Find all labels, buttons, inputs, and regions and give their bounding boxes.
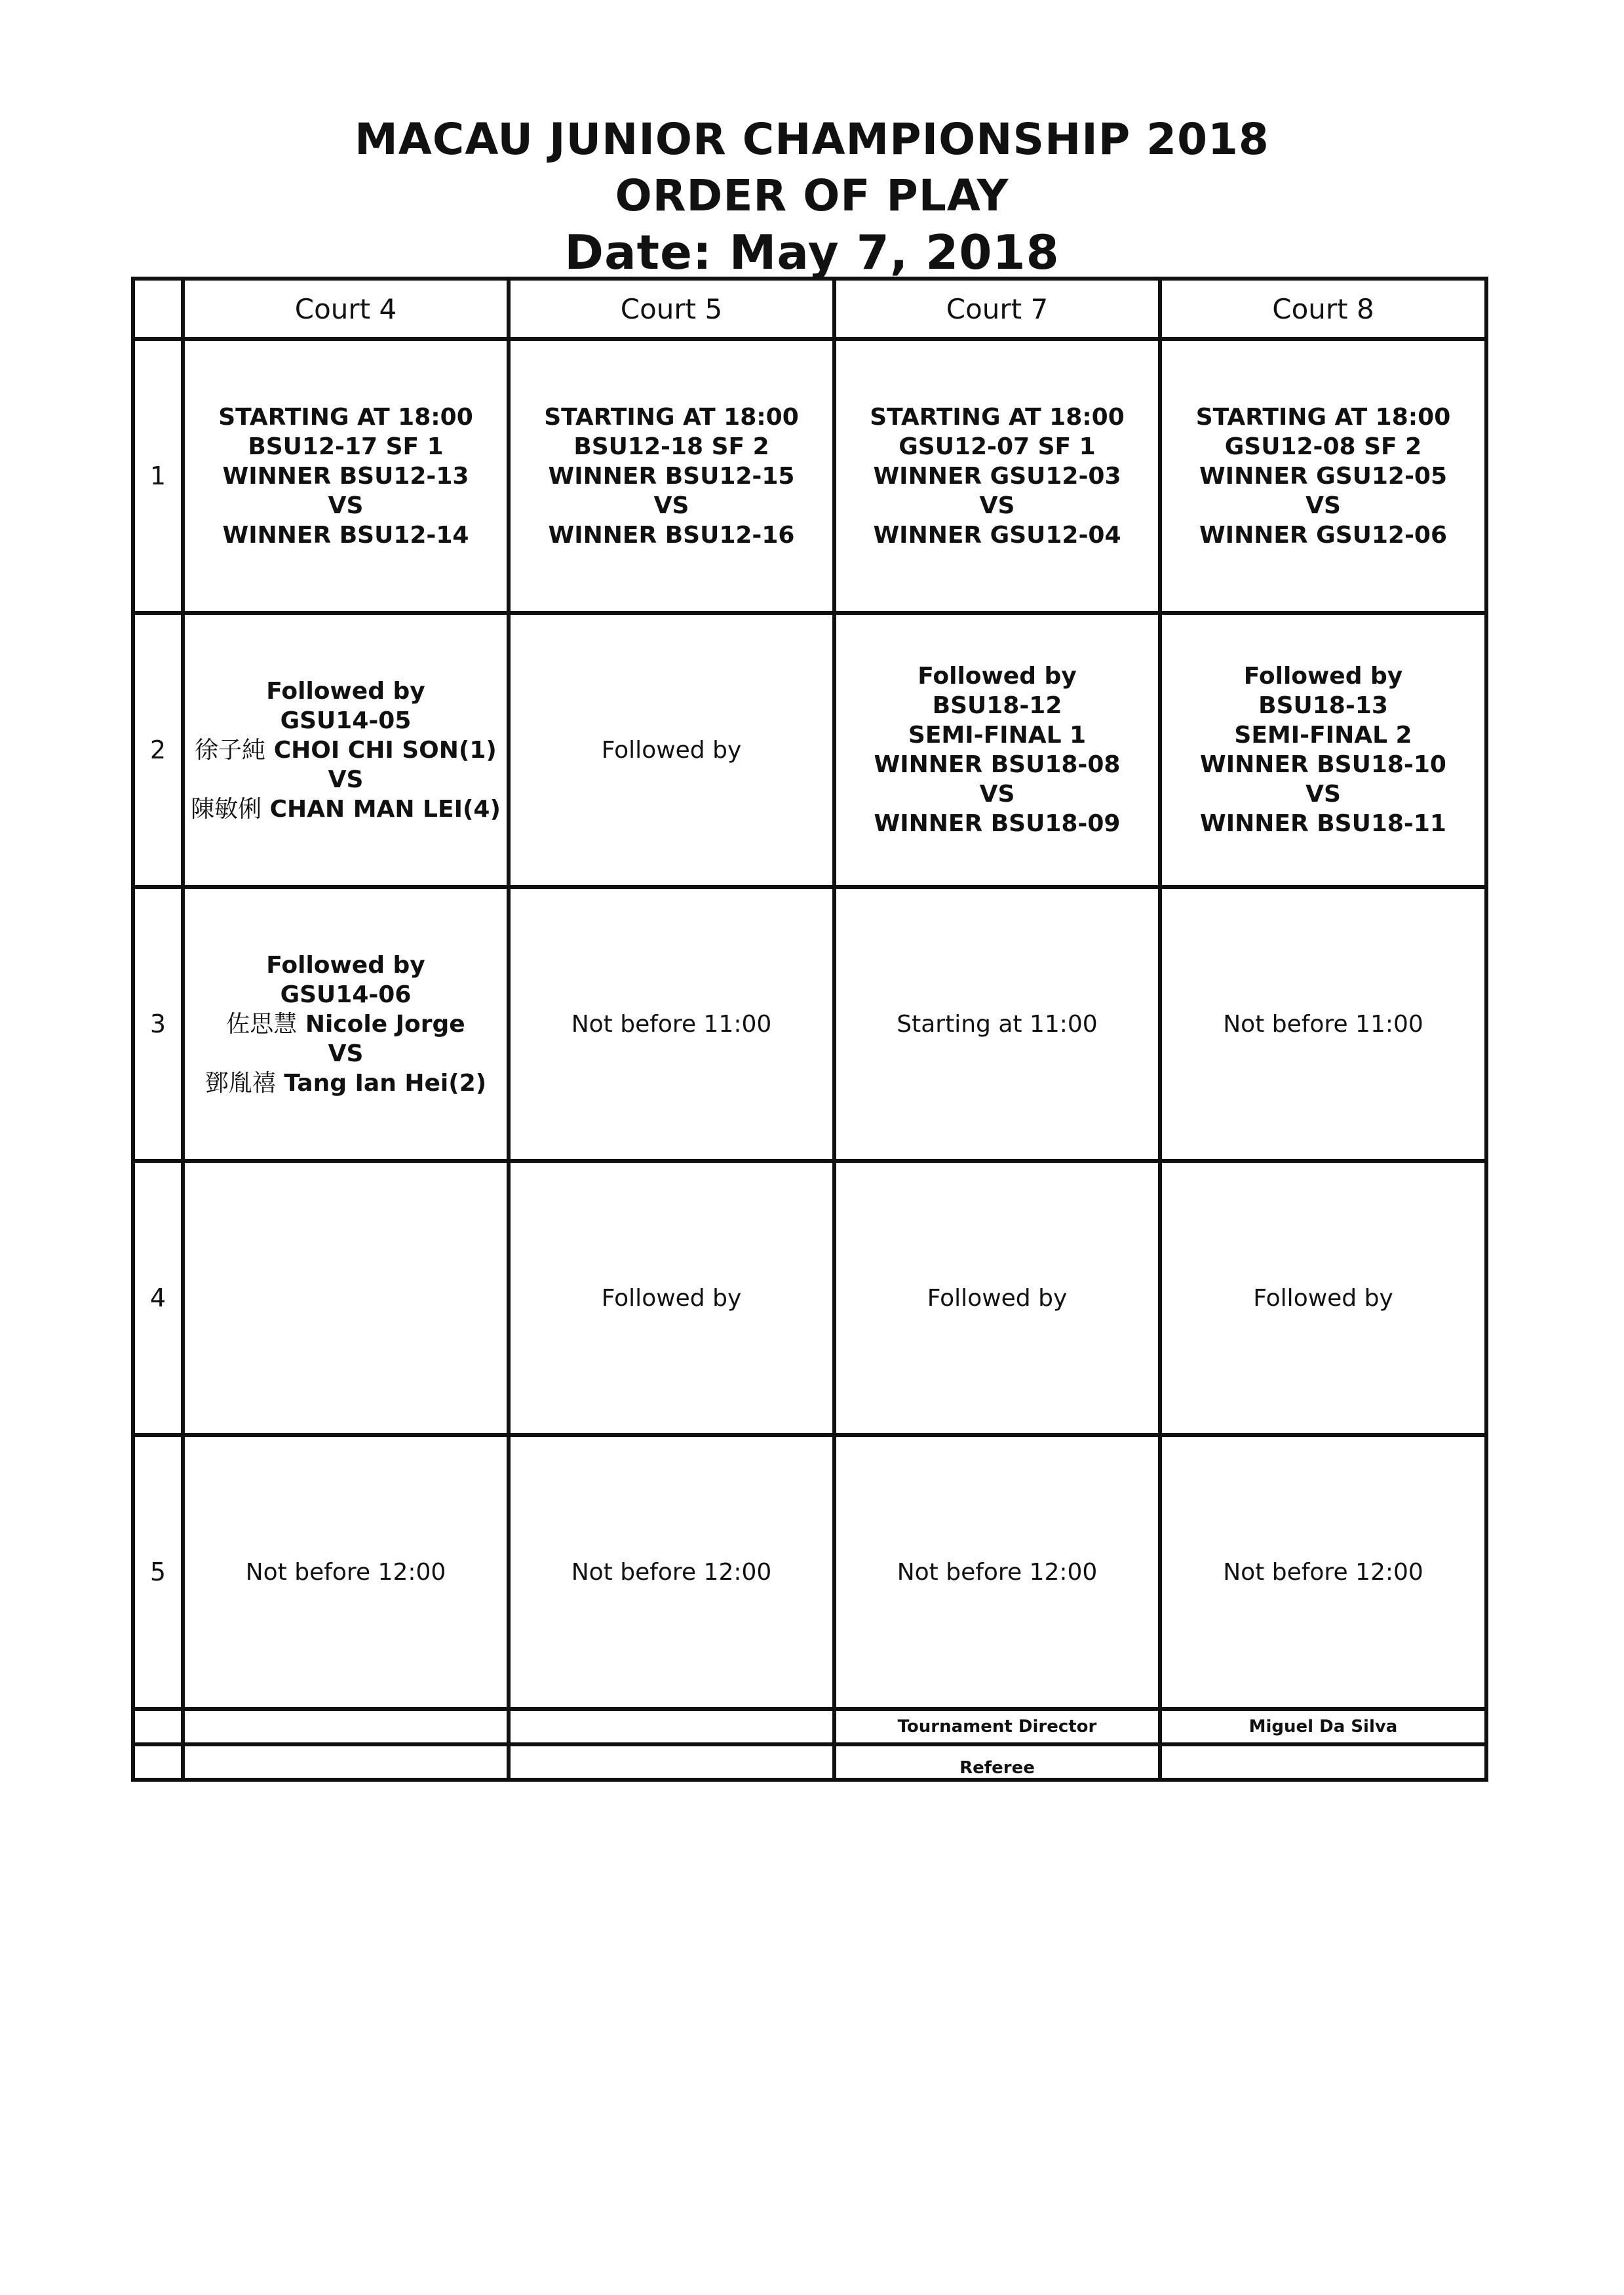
match-slot [509,339,834,613]
slot-text: VS [1305,492,1341,519]
slot-text: WINNER BSU18-11 [1200,810,1446,837]
blank-cell [183,1709,509,1744]
match-slot [834,1161,1160,1435]
slot-text: Followed by [927,1284,1068,1312]
slot-text: STARTING AT 18:00 [218,403,473,431]
slot-text: WINNER BSU18-09 [874,810,1121,837]
player-a [185,736,507,765]
slot-text: WINNER GSU12-03 [873,462,1121,490]
slot-text: Followed by [601,1284,742,1312]
slot-text: Followed by [1243,663,1403,690]
slot-text: GSU12-07 SF 1 [899,433,1096,460]
schedule-row [133,613,1486,887]
row-number: 5 [133,1435,183,1709]
tournament-director-label: Tournament Director [834,1709,1160,1744]
slot-text: Not before 11:00 [1223,1010,1423,1038]
slot-text: WINNER BSU12-15 [548,462,795,490]
blank-cell [133,1709,183,1744]
schedule-row [133,1435,1486,1709]
slot-text: Followed by [601,736,742,764]
player-a-chinese-name: 徐子純 [195,736,266,764]
slot-text: STARTING AT 18:00 [870,403,1125,431]
row-number: 1 [133,339,183,613]
slot-text: WINNER BSU12-14 [222,521,469,549]
slot-text: BSU12-18 SF 2 [573,433,769,460]
match-slot [509,613,834,887]
slot-text: WINNER BSU18-10 [1200,751,1446,778]
player-a [185,1010,507,1039]
match-slot [183,613,509,887]
document-header [0,111,1624,281]
order-of-play-table [131,277,1488,1782]
tournament-director-name: Miguel Da Silva [1160,1709,1486,1744]
schedule-date: Date: May 7, 2018 [564,225,1060,280]
match-slot [1160,1161,1486,1435]
player-b-name: Tang Ian Hei(2) [284,1069,487,1097]
schedule-row [133,887,1486,1161]
blank-cell [183,1744,509,1780]
player-a-chinese-name: 佐思慧 [226,1010,298,1038]
court-header: Court 7 [834,279,1160,339]
player-b-name: CHAN MAN LEI(4) [269,795,501,823]
slot-text: WINNER GSU12-05 [1199,462,1448,490]
referee-row [133,1744,1486,1780]
court-header: Court 5 [509,279,834,339]
slot-text: Followed by [266,677,425,705]
slot-text: WINNER GSU12-06 [1199,521,1448,549]
versus-text: VS [328,766,364,793]
referee-label: Referee [834,1744,1160,1780]
court-header: Court 8 [1160,279,1486,339]
slot-text: VS [653,492,689,519]
match-slot [183,1435,509,1709]
match-slot [1160,339,1486,613]
signature-row [133,1709,1486,1744]
slot-text: Not before 12:00 [571,1558,772,1586]
slot-text: VS [1305,781,1341,808]
player-a-name: Nicole Jorge [305,1010,465,1038]
player-a-name: CHOI CHI SON(1) [273,736,497,764]
slot-text: GSU14-05 [280,707,412,734]
slot-text: STARTING AT 18:00 [544,403,799,431]
versus-text: VS [328,1040,364,1067]
slot-text: VS [979,781,1015,808]
match-slot [1160,613,1486,887]
slot-text: Not before 12:00 [245,1558,446,1586]
player-b-chinese-name: 陳敏俐 [191,795,262,823]
slot-text: Not before 12:00 [897,1558,1098,1586]
match-slot [183,1161,509,1435]
schedule-row [133,339,1486,613]
slot-text: Starting at 11:00 [897,1010,1098,1038]
slot-text: WINNER BSU12-16 [548,521,795,549]
blank-cell [133,1744,183,1780]
player-b-chinese-name: 鄧胤禧 [204,1069,276,1097]
blank-cell [509,1709,834,1744]
page-title: MACAU JUNIOR CHAMPIONSHIP 2018 [355,114,1269,165]
match-slot [183,887,509,1161]
slot-text: BSU12-17 SF 1 [248,433,444,460]
match-slot [509,887,834,1161]
court-header: Court 4 [183,279,509,339]
slot-text: SEMI-FINAL 1 [908,722,1087,749]
court-header-row [133,279,1486,339]
slot-text: WINNER BSU12-13 [222,462,469,490]
player-b [185,1069,507,1098]
corner-cell [133,279,183,339]
match-slot [183,339,509,613]
match-slot [509,1435,834,1709]
slot-text: SEMI-FINAL 2 [1234,722,1412,749]
slot-text: GSU12-08 SF 2 [1224,433,1422,460]
slot-text: VS [979,492,1015,519]
row-number: 3 [133,887,183,1161]
slot-text: Not before 12:00 [1223,1558,1423,1586]
match-slot [834,613,1160,887]
blank-cell [509,1744,834,1780]
slot-text: BSU18-13 [1258,692,1388,719]
match-slot [509,1161,834,1435]
slot-text: Followed by [266,951,425,979]
row-number: 2 [133,613,183,887]
slot-text: Followed by [918,663,1077,690]
slot-text: VS [328,492,364,519]
slot-text: GSU14-06 [280,981,412,1008]
row-number: 4 [133,1161,183,1435]
referee-name [1160,1744,1486,1780]
schedule-row [133,1161,1486,1435]
match-slot [1160,887,1486,1161]
slot-text: WINNER BSU18-08 [874,751,1121,778]
slot-text: WINNER GSU12-04 [873,521,1121,549]
match-slot [834,887,1160,1161]
slot-text: Not before 11:00 [571,1010,772,1038]
slot-text: STARTING AT 18:00 [1195,403,1451,431]
slot-text: Followed by [1253,1284,1393,1312]
slot-text: BSU18-12 [932,692,1062,719]
page-subtitle: ORDER OF PLAY [615,170,1009,221]
match-slot [1160,1435,1486,1709]
match-slot [834,1435,1160,1709]
player-b [185,794,507,824]
match-slot [834,339,1160,613]
